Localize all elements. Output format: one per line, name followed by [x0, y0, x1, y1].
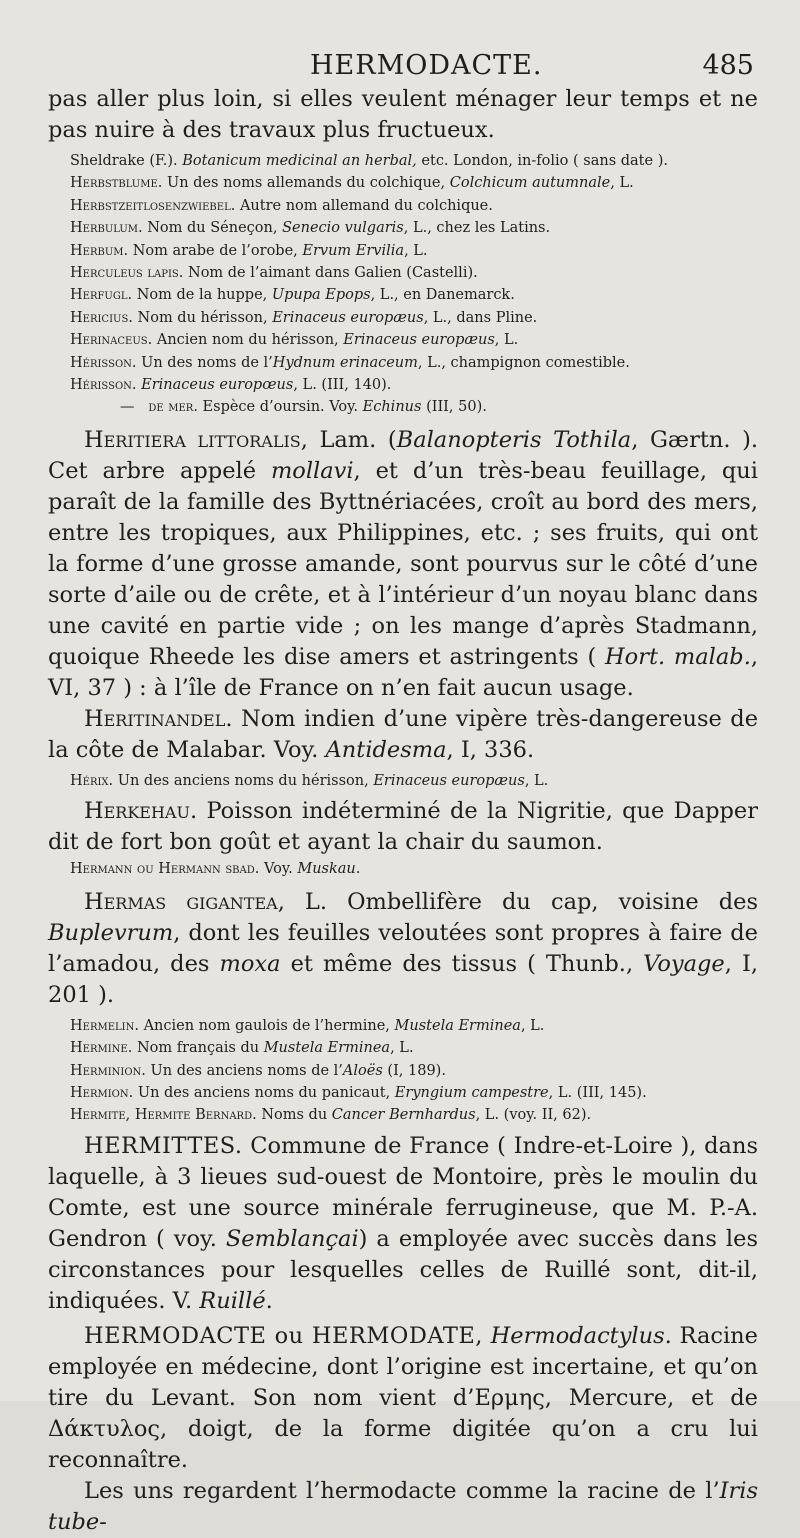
entry-head: Hermelin. [70, 1017, 139, 1034]
entry-head: Hérisson. [70, 377, 137, 394]
entry-text: Un des noms de l’ [141, 354, 273, 371]
entry-text: Voy. [263, 861, 293, 878]
entry-text: , et d’un très-beau feuillage, qui paraît de la famille des Byttnériacées, croît au bord des mers, entre les tropiques, aux Philippines, etc. ; ses fruits, qui ont la forme d’une grosse amande, sont pourvus sur le côté d’une sorte d’aile ou de crête, et à l’intérieur d’un noyau blanc dans une cavité en partie vide ; on les mange d’après Stadmann, quoique Rheede les dise amers et astringents ( [48, 457, 758, 670]
page-body [48, 84, 758, 1538]
entry-italic: moxa [219, 950, 281, 977]
entry-head: Hérisson. [70, 354, 137, 371]
entry-herisson-hydnum [48, 352, 758, 374]
entry-text: . Racine employée en médecine, dont l’origine est incertaine, et qu’on tire du Levant. Son nom vient d’Ερμης, Mercure, et de Δάκτυλος, doigt, de la forme digitée qu’on a cru lui reconnaître. [48, 1322, 758, 1473]
entry-text: , dont les feuilles veloutées sont propres à faire de l’amadou, des [48, 919, 758, 977]
entry-head: Herbstzeitlosenzwiebel. [70, 197, 236, 214]
entry-text: Un des anciens noms de l’ [150, 1062, 343, 1079]
entry-text: Les uns regardent l’hermodacte comme la racine de l’ [84, 1477, 720, 1504]
entry-text: , L., en Danemarck. [370, 287, 515, 304]
entry-text: , L. (III, 145). [548, 1084, 647, 1101]
entry-text: Un des noms allemands du colchique, [166, 175, 446, 192]
entry-dash: — [120, 399, 135, 416]
entry-italic: Antidesma [325, 736, 447, 763]
entry-head: Herfugl. [70, 287, 133, 304]
entry-italic: Ervum Ervilia [302, 242, 405, 259]
entry-italic: Botanicum medicinal an herbal, [182, 153, 417, 169]
entry-italic: Mustela Erminea [263, 1040, 391, 1057]
entry-head: Heritiera littoralis [84, 426, 301, 453]
entry-herisson-de-mer [48, 396, 758, 418]
entry-italic: Eryngium campestre [394, 1084, 549, 1101]
entry-italic: Semblançai [225, 1225, 359, 1252]
entry-text: , VI, 37 ) : à l’île de France on n’en fait aucun usage. [48, 643, 759, 701]
entry-head: Hermas gigantea [84, 888, 278, 915]
entry-text: , I, 336. [446, 736, 535, 763]
entry-herisson-erinaceus [48, 374, 758, 396]
entry-text: , L. [524, 772, 549, 789]
entry-text: Commune de France ( Indre-et-Loire ), dans laquelle, à 3 lieues sud-ouest de Montoire, près le moulin du Comte, est une source minérale ferrugineuse, que M. P.-A. Gendron ( voy. [48, 1132, 758, 1252]
entry-text: , L., dans Pline. [423, 309, 538, 326]
entry-text: , L. Ombellifère du cap, voisine des [277, 888, 758, 915]
entry-text: Ancien nom du hérisson, [156, 332, 339, 349]
entry-head: Herinaceus. [70, 332, 153, 349]
entry-text: ) a employée avec succès dans les circonstances pour lesquelles celles de Ruillé sont, dit-il, indiquées. V. [48, 1225, 758, 1314]
entry-hericius [48, 307, 758, 329]
entry-italic: Erinaceus europœus [141, 377, 294, 394]
entry-hermann [48, 858, 758, 880]
entry-text: , L. [404, 242, 428, 259]
entry-head: Sheldrake (F.). [70, 153, 178, 169]
continuation-paragraph: pas aller plus loin, si elles veulent ménager leur temps et ne pas nuire à des travaux plus fructueux. [48, 86, 758, 143]
entry-italic: Muskau [297, 861, 356, 878]
entry-text: Nom français du [136, 1040, 260, 1057]
entry-head: Hericius. [70, 309, 133, 326]
entry-italic: Hydnum erinaceum [272, 354, 418, 371]
page-number: 485 [702, 50, 754, 81]
entry-hermodacte [48, 1321, 758, 1476]
entry-herkehau [48, 796, 758, 858]
entry-text: , Gærtn. ). Cet arbre appelé [48, 426, 759, 484]
entry-head: Herminion. [70, 1062, 146, 1079]
entry-text: Nom de la huppe, [136, 287, 268, 304]
entry-italic: Erinaceus europæus [343, 332, 495, 349]
entry-herinaceus [48, 329, 758, 351]
page-header [0, 50, 800, 84]
entry-hermelin [48, 1015, 758, 1037]
entry-herbstblume [48, 172, 758, 194]
entry-italic: Upupa Epops [271, 287, 371, 304]
entry-text: et même des tissus ( Thunb., [290, 950, 634, 977]
entry-italic: Iris tube- [48, 1477, 758, 1535]
entry-italic: Senecio vulgaris [282, 220, 404, 237]
entry-italic: Buplevrum [48, 919, 174, 946]
entry-head: Hérix. [70, 772, 114, 789]
entry-herminion [48, 1060, 758, 1082]
last-paragraph [48, 1476, 758, 1538]
entry-italic: Echinus [362, 399, 422, 416]
entry-text: , L. (voy. II, 62). [475, 1107, 592, 1124]
entry-italic: Voyage [643, 950, 725, 977]
entry-text: , L. [390, 1040, 414, 1057]
entry-italic: Hermodactylus [490, 1322, 665, 1349]
entry-head: Hermion. [70, 1084, 134, 1101]
entry-head: Heritinandel. [84, 705, 233, 732]
running-title: HERMODACTE. [310, 50, 543, 81]
entry-sheldrake [48, 150, 758, 172]
entry-head: HERMITTES. [84, 1132, 243, 1159]
entry-hermion [48, 1082, 758, 1104]
entry-text: , I, 201 ). [48, 950, 758, 1008]
entry-head: Hermite, Hermite Bernard. [70, 1107, 257, 1124]
entry-italic: Ruillé [199, 1287, 266, 1314]
entry-head: Hermine. [70, 1040, 133, 1057]
entry-text: . [265, 1287, 273, 1314]
entry-italic: Balanopteris Tothila [396, 426, 632, 453]
entry-text: Nom indien d’une vipère très-dangereuse de la côte de Malabar. Voy. [48, 705, 759, 763]
entry-herbulum [48, 217, 758, 239]
entry-head: HERMODACTE ou HERMODATE, [84, 1322, 483, 1349]
entry-hermine [48, 1037, 758, 1059]
entry-italic: Cancer Bernhardus [331, 1107, 476, 1124]
entry-text: (III, 50). [426, 399, 487, 416]
entry-text: Nom de l’aimant dans Galien (Castelli). [188, 265, 478, 282]
entry-text: Autre nom allemand du colchique. [239, 197, 493, 214]
entry-italic: Aloës [342, 1062, 383, 1079]
entry-text: , L. [610, 175, 634, 192]
entry-herbstzeitlosenzwiebel [48, 195, 758, 217]
entry-text: , L. [494, 332, 519, 349]
entry-herix [48, 770, 758, 792]
entry-text: , L., chez les Latins. [403, 220, 551, 237]
entry-text: . [355, 861, 361, 878]
entry-text: , L. (III, 140). [293, 377, 392, 394]
entry-head: de mer. [148, 399, 198, 416]
entry-head: Hermann ou Hermann sbad. [70, 861, 260, 878]
entry-text: , L. [520, 1017, 545, 1034]
entry-hermittes [48, 1131, 758, 1317]
entry-head: Herbum. [70, 242, 129, 259]
entry-hermas-gigantea [48, 887, 758, 1011]
entry-italic: mollavi [270, 457, 354, 484]
entry-text: Espèce d’oursin. Voy. [202, 399, 359, 416]
entry-hermite [48, 1104, 758, 1126]
entry-italic: Colchicum autumnale [449, 175, 611, 192]
entry-text: , Lam. ( [300, 426, 397, 453]
entry-text: (I, 189). [387, 1062, 446, 1079]
entry-text: Ancien nom gaulois de l’hermine, [143, 1017, 390, 1034]
entry-italic: Erinaceus europæus [373, 772, 525, 789]
entry-text: Un des anciens noms du hérisson, [117, 772, 369, 789]
entry-text: Nom arabe de l’orobe, [132, 242, 298, 259]
entry-head: Herbstblume. [70, 175, 163, 192]
entry-text: Nom du Séneçon, [147, 220, 278, 237]
entry-italic: Mustela Erminea [394, 1017, 521, 1034]
entry-heritinandel [48, 704, 758, 766]
entry-heritiera [48, 425, 758, 704]
entry-head: Herbulum. [70, 220, 143, 237]
entry-text: Poisson indéterminé de la Nigritie, que Dapper dit de fort bon goût et ayant la chair du saumon. [48, 798, 759, 856]
entry-head: Herculeus lapis. [70, 265, 184, 282]
entry-head: Herkehau. [84, 798, 198, 825]
entry-italic: Hort. malab. [605, 643, 751, 670]
entry-text: Noms du [261, 1107, 328, 1124]
entry-herculeus-lapis [48, 262, 758, 284]
entry-text: etc. London, in-folio ( sans date ). [421, 153, 668, 169]
entry-herbum [48, 240, 758, 262]
entry-italic: Erinaceus europæus [272, 309, 424, 326]
entry-text: , L., champignon comestible. [417, 354, 630, 371]
entry-text: Nom du hérisson, [137, 309, 268, 326]
entry-text: Un des anciens noms du panicaut, [137, 1084, 391, 1101]
entry-herfugl [48, 284, 758, 306]
